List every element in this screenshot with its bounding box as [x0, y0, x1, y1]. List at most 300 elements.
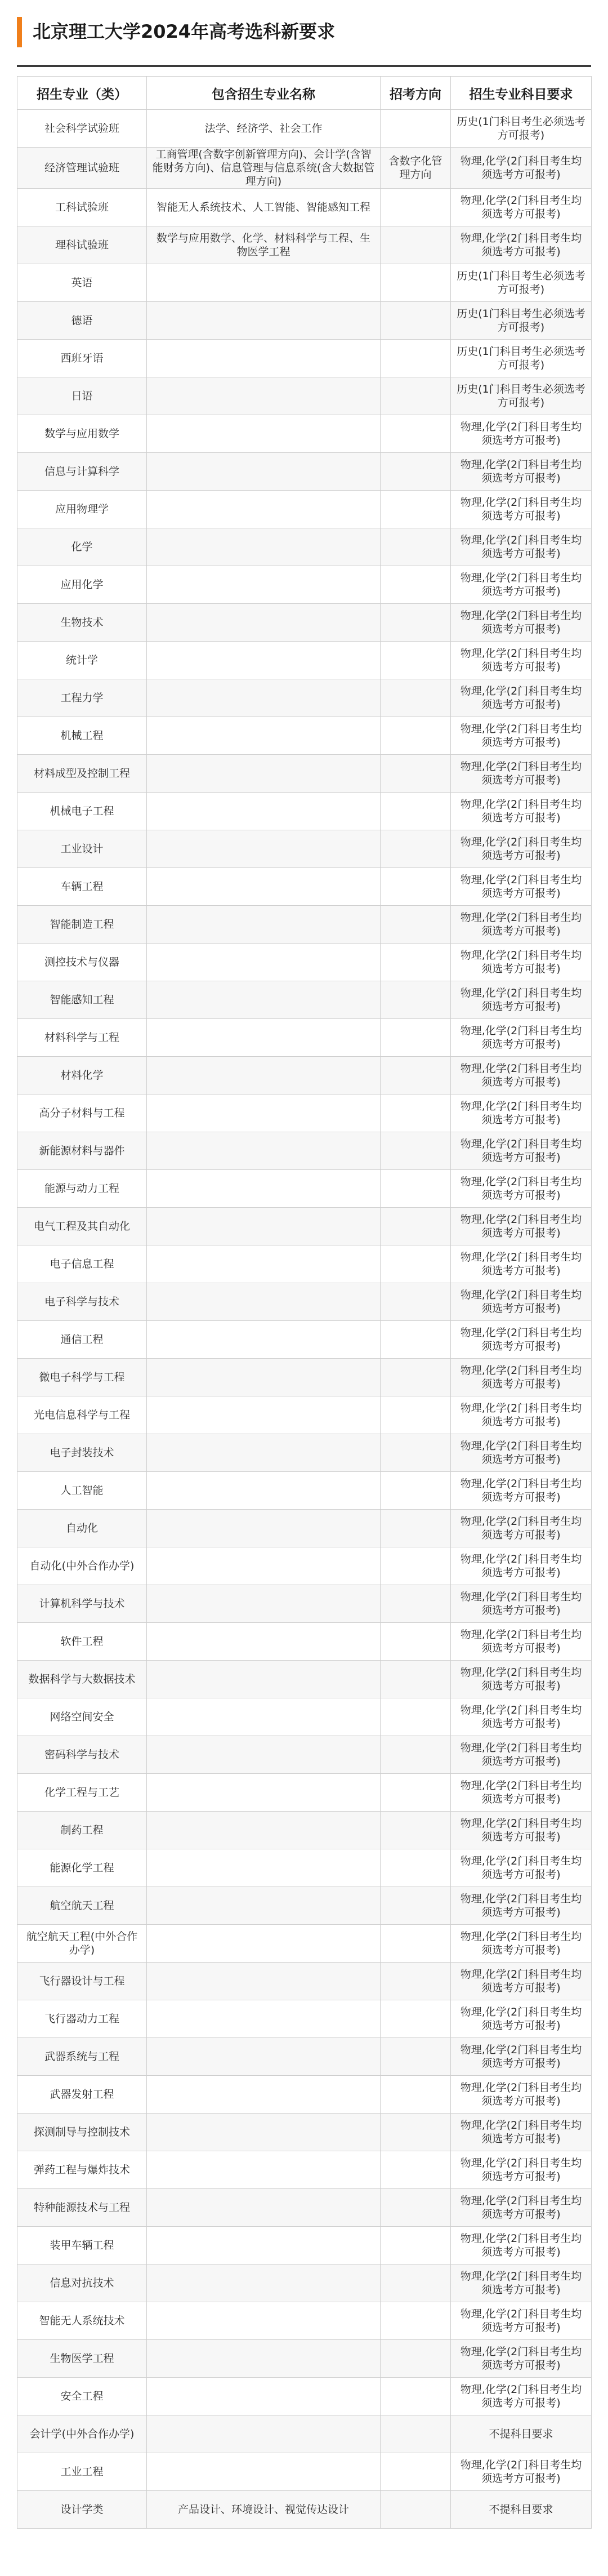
subject-requirement-cell: 物理,化学(2门科目考生均须选考方可报考) [451, 1623, 592, 1661]
included-majors-cell [147, 868, 381, 906]
major-cell: 电气工程及其自动化 [17, 1208, 147, 1245]
table-row [17, 2076, 592, 2114]
subject-requirement-cell: 物理,化学(2门科目考生均须选考方可报考) [451, 566, 592, 604]
subject-requirement-cell: 物理,化学(2门科目考生均须选考方可报考) [451, 2264, 592, 2302]
direction-cell [381, 1812, 451, 1849]
subject-requirement-cell: 历史(1门科目考生必须选考方可报考) [451, 264, 592, 302]
major-cell: 安全工程 [17, 2378, 147, 2415]
direction-cell [381, 2114, 451, 2151]
major-cell: 飞行器动力工程 [17, 2000, 147, 2038]
major-cell: 理科试验班 [17, 226, 147, 264]
table-row [17, 981, 592, 1019]
direction-cell [381, 755, 451, 793]
subject-requirement-cell: 物理,化学(2门科目考生均须选考方可报考) [451, 868, 592, 906]
subject-requirement-cell: 物理,化学(2门科目考生均须选考方可报考) [451, 1812, 592, 1849]
direction-cell [381, 110, 451, 148]
direction-cell: 含数字化管理方向 [381, 148, 451, 189]
subject-requirement-cell: 物理,化学(2门科目考生均须选考方可报考) [451, 1585, 592, 1623]
direction-cell [381, 1057, 451, 1095]
included-majors-cell [147, 1547, 381, 1585]
table-row [17, 2227, 592, 2264]
major-cell: 电子封装技术 [17, 1434, 147, 1472]
included-majors-cell [147, 1057, 381, 1095]
subject-requirement-cell: 物理,化学(2门科目考生均须选考方可报考) [451, 453, 592, 491]
major-cell: 应用化学 [17, 566, 147, 604]
included-majors-cell: 工商管理(含数字创新管理方向)、会计学(含智能财务方向)、信息管理与信息系统(含大数据管理方向) [147, 148, 381, 189]
subject-requirement-cell: 物理,化学(2门科目考生均须选考方可报考) [451, 1472, 592, 1510]
table-row [17, 2340, 592, 2378]
major-cell: 飞行器设计与工程 [17, 1963, 147, 2000]
direction-cell [381, 2491, 451, 2529]
table-row [17, 415, 592, 453]
included-majors-cell [147, 755, 381, 793]
included-majors-cell [147, 2114, 381, 2151]
subject-requirement-cell: 物理,化学(2门科目考生均须选考方可报考) [451, 1434, 592, 1472]
subject-requirement-cell: 物理,化学(2门科目考生均须选考方可报考) [451, 1132, 592, 1170]
direction-cell [381, 491, 451, 528]
included-majors-cell [147, 2415, 381, 2453]
subject-requirement-cell: 物理,化学(2门科目考生均须选考方可报考) [451, 2227, 592, 2264]
major-cell: 化学工程与工艺 [17, 1774, 147, 1812]
direction-cell [381, 2415, 451, 2453]
subject-requirement-cell: 历史(1门科目考生必须选考方可报考) [451, 340, 592, 377]
direction-cell [381, 944, 451, 981]
major-cell: 智能感知工程 [17, 981, 147, 1019]
subject-requirement-cell: 物理,化学(2门科目考生均须选考方可报考) [451, 2302, 592, 2340]
table-row [17, 1472, 592, 1510]
included-majors-cell [147, 415, 381, 453]
direction-cell [381, 340, 451, 377]
direction-cell [381, 264, 451, 302]
included-majors-cell [147, 1321, 381, 1359]
table-row [17, 679, 592, 717]
direction-cell [381, 415, 451, 453]
table-row [17, 148, 592, 189]
requirements-table [17, 76, 592, 2529]
table-row [17, 2000, 592, 2038]
direction-cell [381, 717, 451, 755]
included-majors-cell [147, 1736, 381, 1774]
table-row [17, 1736, 592, 1774]
major-cell: 机械电子工程 [17, 793, 147, 830]
table-row [17, 642, 592, 679]
subject-requirement-cell: 物理,化学(2门科目考生均须选考方可报考) [451, 1963, 592, 2000]
major-cell: 微电子科学与工程 [17, 1359, 147, 1396]
direction-cell [381, 2378, 451, 2415]
major-cell: 能源化学工程 [17, 1849, 147, 1887]
table-row [17, 226, 592, 264]
table-row [17, 377, 592, 415]
table-row [17, 1547, 592, 1585]
subject-requirement-cell: 物理,化学(2门科目考生均须选考方可报考) [451, 604, 592, 642]
subject-requirement-cell: 物理,化学(2门科目考生均须选考方可报考) [451, 1736, 592, 1774]
major-cell: 计算机科学与技术 [17, 1585, 147, 1623]
direction-cell [381, 679, 451, 717]
table-row [17, 717, 592, 755]
included-majors-cell [147, 2340, 381, 2378]
subject-requirement-cell: 物理,化学(2门科目考生均须选考方可报考) [451, 1887, 592, 1925]
major-cell: 电子科学与技术 [17, 1283, 147, 1321]
table-row [17, 1623, 592, 1661]
subject-requirement-cell: 物理,化学(2门科目考生均须选考方可报考) [451, 1925, 592, 1963]
direction-cell [381, 2302, 451, 2340]
table-header [17, 77, 592, 110]
subject-requirement-cell: 物理,化学(2门科目考生均须选考方可报考) [451, 755, 592, 793]
major-cell: 通信工程 [17, 1321, 147, 1359]
major-cell: 武器发射工程 [17, 2076, 147, 2114]
major-cell: 经济管理试验班 [17, 148, 147, 189]
direction-cell [381, 1321, 451, 1359]
major-cell: 特种能源技术与工程 [17, 2189, 147, 2227]
direction-cell [381, 566, 451, 604]
major-cell: 自动化 [17, 1510, 147, 1547]
major-cell: 生物技术 [17, 604, 147, 642]
included-majors-cell [147, 2076, 381, 2114]
subject-requirement-cell: 不提科目要求 [451, 2491, 592, 2529]
table-row [17, 189, 592, 226]
included-majors-cell: 智能无人系统技术、人工智能、智能感知工程 [147, 189, 381, 226]
direction-cell [381, 2227, 451, 2264]
included-majors-cell [147, 1283, 381, 1321]
subject-requirement-cell: 物理,化学(2门科目考生均须选考方可报考) [451, 906, 592, 944]
major-cell: 网络空间安全 [17, 1698, 147, 1736]
subject-requirement-cell: 物理,化学(2门科目考生均须选考方可报考) [451, 830, 592, 868]
subject-requirement-cell: 历史(1门科目考生必须选考方可报考) [451, 302, 592, 340]
table-row [17, 2114, 592, 2151]
direction-cell [381, 906, 451, 944]
direction-cell [381, 226, 451, 264]
subject-requirement-cell: 物理,化学(2门科目考生均须选考方可报考) [451, 1547, 592, 1585]
header-major: 招生专业（类） [17, 77, 147, 110]
included-majors-cell [147, 1887, 381, 1925]
direction-cell [381, 1472, 451, 1510]
direction-cell [381, 2340, 451, 2378]
table-row [17, 1057, 592, 1095]
table-row [17, 1359, 592, 1396]
table-row [17, 944, 592, 981]
direction-cell [381, 1736, 451, 1774]
major-cell: 探测制导与控制技术 [17, 2114, 147, 2151]
major-cell: 材料科学与工程 [17, 1019, 147, 1057]
included-majors-cell: 数学与应用数学、化学、材料科学与工程、生物医学工程 [147, 226, 381, 264]
major-cell: 航空航天工程(中外合作办学) [17, 1925, 147, 1963]
included-majors-cell [147, 566, 381, 604]
direction-cell [381, 981, 451, 1019]
subject-requirement-cell: 物理,化学(2门科目考生均须选考方可报考) [451, 1170, 592, 1208]
included-majors-cell [147, 302, 381, 340]
direction-cell [381, 2076, 451, 2114]
table-row [17, 1887, 592, 1925]
table-row [17, 1925, 592, 1963]
direction-cell [381, 1887, 451, 1925]
major-cell: 化学 [17, 528, 147, 566]
subject-requirement-cell: 物理,化学(2门科目考生均须选考方可报考) [451, 1321, 592, 1359]
major-cell: 生物医学工程 [17, 2340, 147, 2378]
included-majors-cell [147, 1245, 381, 1283]
table-row [17, 1132, 592, 1170]
table-row [17, 1812, 592, 1849]
table-row [17, 1019, 592, 1057]
direction-cell [381, 528, 451, 566]
table-row [17, 2302, 592, 2340]
subject-requirement-cell: 物理,化学(2门科目考生均须选考方可报考) [451, 2151, 592, 2189]
included-majors-cell [147, 2000, 381, 2038]
included-majors-cell [147, 1661, 381, 1698]
subject-requirement-cell: 物理,化学(2门科目考生均须选考方可报考) [451, 1510, 592, 1547]
included-majors-cell [147, 2302, 381, 2340]
direction-cell [381, 453, 451, 491]
subject-requirement-cell: 物理,化学(2门科目考生均须选考方可报考) [451, 528, 592, 566]
header-direction: 招考方向 [381, 77, 451, 110]
included-majors-cell [147, 377, 381, 415]
table-row [17, 906, 592, 944]
included-majors-cell [147, 1925, 381, 1963]
included-majors-cell [147, 1095, 381, 1132]
included-majors-cell [147, 1170, 381, 1208]
included-majors-cell [147, 1774, 381, 1812]
table-row [17, 1661, 592, 1698]
major-cell: 材料化学 [17, 1057, 147, 1095]
included-majors-cell [147, 1849, 381, 1887]
subject-requirement-cell: 物理,化学(2门科目考生均须选考方可报考) [451, 2000, 592, 2038]
major-cell: 工程力学 [17, 679, 147, 717]
direction-cell [381, 1283, 451, 1321]
title-divider [17, 65, 591, 67]
subject-requirement-cell: 物理,化学(2门科目考生均须选考方可报考) [451, 2076, 592, 2114]
table-row [17, 2491, 592, 2529]
major-cell: 英语 [17, 264, 147, 302]
subject-requirement-cell: 物理,化学(2门科目考生均须选考方可报考) [451, 1698, 592, 1736]
table-row [17, 868, 592, 906]
subject-requirement-cell: 物理,化学(2门科目考生均须选考方可报考) [451, 1774, 592, 1812]
table-row [17, 2264, 592, 2302]
header [0, 0, 608, 65]
direction-cell [381, 1510, 451, 1547]
major-cell: 数学与应用数学 [17, 415, 147, 453]
direction-cell [381, 2038, 451, 2076]
major-cell: 制药工程 [17, 1812, 147, 1849]
included-majors-cell [147, 1623, 381, 1661]
subject-requirement-cell: 物理,化学(2门科目考生均须选考方可报考) [451, 1849, 592, 1887]
major-cell: 光电信息科学与工程 [17, 1396, 147, 1434]
major-cell: 数据科学与大数据技术 [17, 1661, 147, 1698]
included-majors-cell [147, 1019, 381, 1057]
table-row [17, 2151, 592, 2189]
direction-cell [381, 2264, 451, 2302]
major-cell: 航空航天工程 [17, 1887, 147, 1925]
included-majors-cell [147, 679, 381, 717]
included-majors-cell [147, 340, 381, 377]
table-row [17, 2189, 592, 2227]
included-majors-cell [147, 1359, 381, 1396]
table-row [17, 491, 592, 528]
direction-cell [381, 189, 451, 226]
direction-cell [381, 1849, 451, 1887]
major-cell: 统计学 [17, 642, 147, 679]
direction-cell [381, 1774, 451, 1812]
table-row [17, 2415, 592, 2453]
included-majors-cell [147, 2227, 381, 2264]
direction-cell [381, 1095, 451, 1132]
table-row [17, 1963, 592, 2000]
major-cell: 新能源材料与器件 [17, 1132, 147, 1170]
major-cell: 电子信息工程 [17, 1245, 147, 1283]
direction-cell [381, 2453, 451, 2491]
included-majors-cell: 产品设计、环境设计、视觉传达设计 [147, 2491, 381, 2529]
direction-cell [381, 604, 451, 642]
table-row [17, 453, 592, 491]
major-cell: 西班牙语 [17, 340, 147, 377]
direction-cell [381, 1019, 451, 1057]
included-majors-cell [147, 830, 381, 868]
table-row [17, 1321, 592, 1359]
included-majors-cell [147, 1132, 381, 1170]
major-cell: 密码科学与技术 [17, 1736, 147, 1774]
direction-cell [381, 1208, 451, 1245]
included-majors-cell [147, 2453, 381, 2491]
direction-cell [381, 1359, 451, 1396]
direction-cell [381, 1585, 451, 1623]
subject-requirement-cell: 物理,化学(2门科目考生均须选考方可报考) [451, 491, 592, 528]
table-row [17, 1849, 592, 1887]
included-majors-cell [147, 1963, 381, 2000]
header-subject-requirement: 招生专业科目要求 [451, 77, 592, 110]
table-row [17, 604, 592, 642]
included-majors-cell [147, 2378, 381, 2415]
major-cell: 高分子材料与工程 [17, 1095, 147, 1132]
direction-cell [381, 1661, 451, 1698]
included-majors-cell [147, 1698, 381, 1736]
subject-requirement-cell: 物理,化学(2门科目考生均须选考方可报考) [451, 1057, 592, 1095]
included-majors-cell [147, 981, 381, 1019]
included-majors-cell: 法学、经济学、社会工作 [147, 110, 381, 148]
subject-requirement-cell: 物理,化学(2门科目考生均须选考方可报考) [451, 2453, 592, 2491]
subject-requirement-cell: 物理,化学(2门科目考生均须选考方可报考) [451, 981, 592, 1019]
table-row [17, 528, 592, 566]
direction-cell [381, 793, 451, 830]
included-majors-cell [147, 1396, 381, 1434]
table-row [17, 830, 592, 868]
direction-cell [381, 1245, 451, 1283]
table-row [17, 1510, 592, 1547]
table-row [17, 1396, 592, 1434]
major-cell: 智能制造工程 [17, 906, 147, 944]
title-accent-bar [17, 17, 22, 47]
subject-requirement-cell: 物理,化学(2门科目考生均须选考方可报考) [451, 2189, 592, 2227]
subject-requirement-cell: 物理,化学(2门科目考生均须选考方可报考) [451, 1661, 592, 1698]
table-row [17, 2453, 592, 2491]
major-cell: 软件工程 [17, 1623, 147, 1661]
direction-cell [381, 2000, 451, 2038]
direction-cell [381, 1170, 451, 1208]
major-cell: 工科试验班 [17, 189, 147, 226]
subject-requirement-cell: 物理,化学(2门科目考生均须选考方可报考) [451, 2114, 592, 2151]
major-cell: 工业设计 [17, 830, 147, 868]
header-included-majors: 包含招生专业名称 [147, 77, 381, 110]
subject-requirement-cell: 物理,化学(2门科目考生均须选考方可报考) [451, 148, 592, 189]
subject-requirement-cell: 物理,化学(2门科目考生均须选考方可报考) [451, 679, 592, 717]
direction-cell [381, 1132, 451, 1170]
subject-requirement-cell: 物理,化学(2门科目考生均须选考方可报考) [451, 1019, 592, 1057]
major-cell: 材料成型及控制工程 [17, 755, 147, 793]
major-cell: 机械工程 [17, 717, 147, 755]
major-cell: 弹药工程与爆炸技术 [17, 2151, 147, 2189]
subject-requirement-cell: 物理,化学(2门科目考生均须选考方可报考) [451, 2340, 592, 2378]
major-cell: 自动化(中外合作办学) [17, 1547, 147, 1585]
direction-cell [381, 1698, 451, 1736]
table-row [17, 340, 592, 377]
major-cell: 人工智能 [17, 1472, 147, 1510]
included-majors-cell [147, 944, 381, 981]
table-row [17, 1698, 592, 1736]
subject-requirement-cell: 物理,化学(2门科目考生均须选考方可报考) [451, 2038, 592, 2076]
subject-requirement-cell: 物理,化学(2门科目考生均须选考方可报考) [451, 415, 592, 453]
direction-cell [381, 642, 451, 679]
major-cell: 装甲车辆工程 [17, 2227, 147, 2264]
direction-cell [381, 1925, 451, 1963]
table-row [17, 2038, 592, 2076]
table-row [17, 1170, 592, 1208]
included-majors-cell [147, 1208, 381, 1245]
included-majors-cell [147, 453, 381, 491]
subject-requirement-cell: 物理,化学(2门科目考生均须选考方可报考) [451, 1283, 592, 1321]
table-row [17, 264, 592, 302]
major-cell: 车辆工程 [17, 868, 147, 906]
major-cell: 日语 [17, 377, 147, 415]
included-majors-cell [147, 642, 381, 679]
table-row [17, 1434, 592, 1472]
subject-requirement-cell: 物理,化学(2门科目考生均须选考方可报考) [451, 1208, 592, 1245]
table-body [17, 110, 592, 2529]
direction-cell [381, 1623, 451, 1661]
included-majors-cell [147, 1472, 381, 1510]
major-cell: 设计学类 [17, 2491, 147, 2529]
subject-requirement-cell: 物理,化学(2门科目考生均须选考方可报考) [451, 717, 592, 755]
subject-requirement-cell: 物理,化学(2门科目考生均须选考方可报考) [451, 944, 592, 981]
subject-requirement-cell: 物理,化学(2门科目考生均须选考方可报考) [451, 2378, 592, 2415]
subject-requirement-cell: 物理,化学(2门科目考生均须选考方可报考) [451, 1396, 592, 1434]
major-cell: 测控技术与仪器 [17, 944, 147, 981]
included-majors-cell [147, 793, 381, 830]
included-majors-cell [147, 491, 381, 528]
major-cell: 会计学(中外合作办学) [17, 2415, 147, 2453]
subject-requirement-cell: 物理,化学(2门科目考生均须选考方可报考) [451, 793, 592, 830]
direction-cell [381, 1434, 451, 1472]
direction-cell [381, 1963, 451, 2000]
major-cell: 应用物理学 [17, 491, 147, 528]
included-majors-cell [147, 1812, 381, 1849]
table-row [17, 110, 592, 148]
included-majors-cell [147, 264, 381, 302]
direction-cell [381, 868, 451, 906]
table-row [17, 1245, 592, 1283]
table-row [17, 566, 592, 604]
direction-cell [381, 830, 451, 868]
direction-cell [381, 1547, 451, 1585]
table-row [17, 1283, 592, 1321]
included-majors-cell [147, 717, 381, 755]
header-row [17, 77, 592, 110]
major-cell: 智能无人系统技术 [17, 2302, 147, 2340]
subject-requirement-cell: 物理,化学(2门科目考生均须选考方可报考) [451, 226, 592, 264]
subject-requirement-cell: 物理,化学(2门科目考生均须选考方可报考) [451, 1095, 592, 1132]
table-row [17, 1585, 592, 1623]
subject-requirement-cell: 物理,化学(2门科目考生均须选考方可报考) [451, 189, 592, 226]
included-majors-cell [147, 2151, 381, 2189]
subject-requirement-cell: 不提科目要求 [451, 2415, 592, 2453]
included-majors-cell [147, 1585, 381, 1623]
table-row [17, 793, 592, 830]
